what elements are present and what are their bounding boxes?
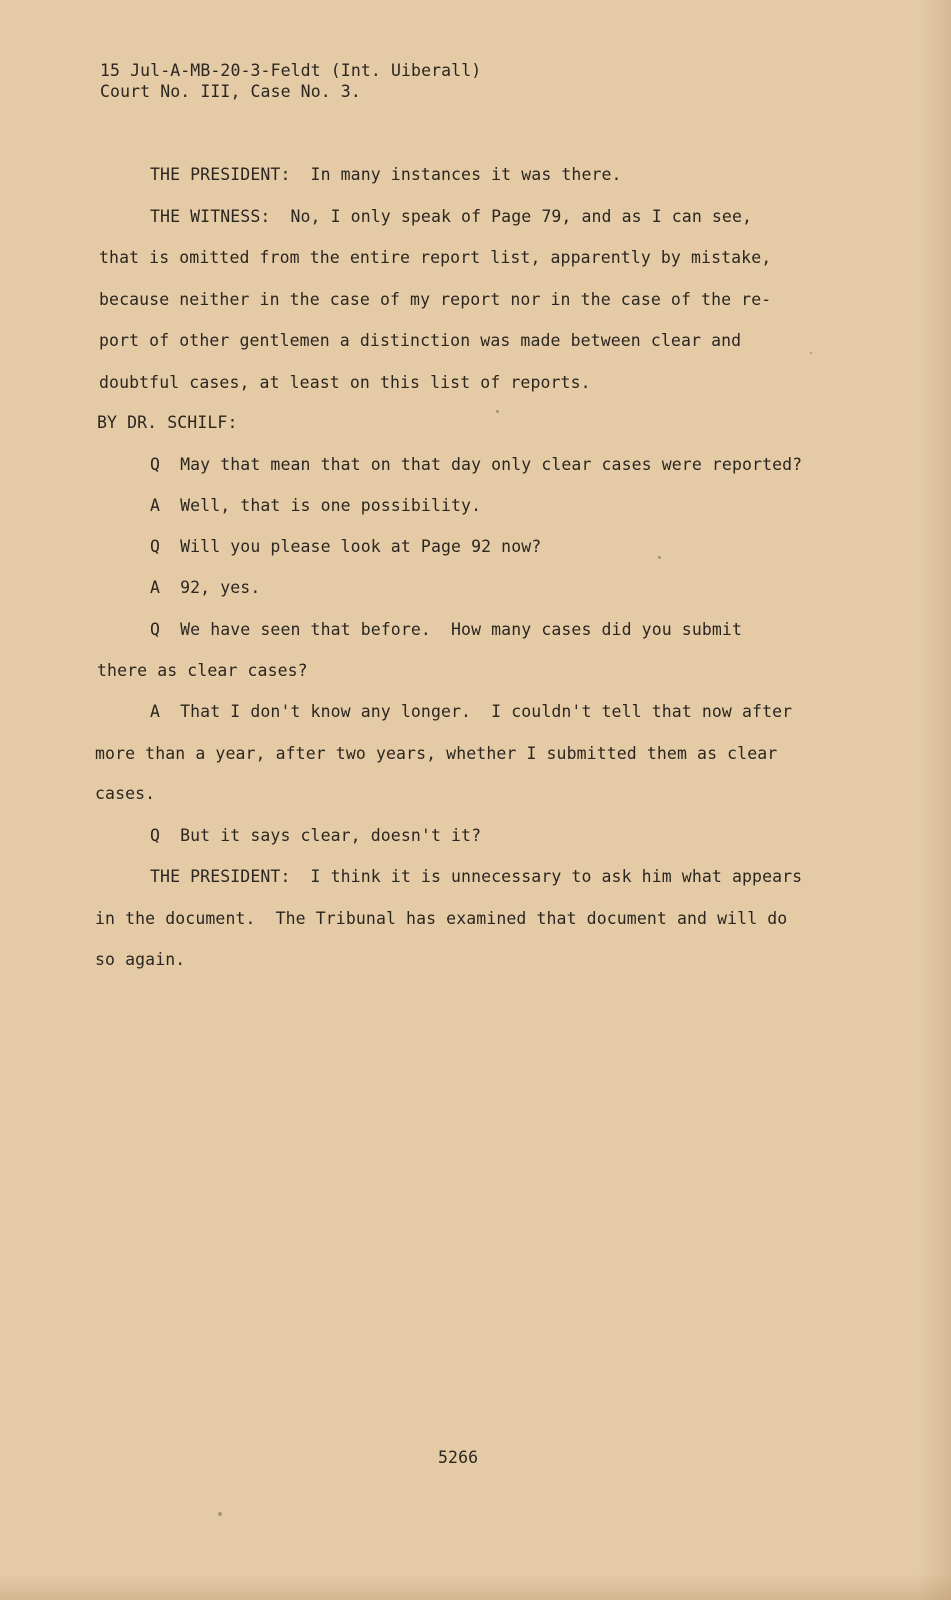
transcript-line: THE PRESIDENT: In many instances it was there. xyxy=(150,165,622,184)
transcript-line: Q May that mean that on that day only clear cases were reported? xyxy=(150,455,803,474)
transcript-line: more than a year, after two years, whether I submitted them as clear xyxy=(95,744,778,763)
transcript-line: because neither in the case of my report nor in the case of the re- xyxy=(99,290,772,309)
transcript-line: A 92, yes. xyxy=(150,578,261,597)
transcript-line: THE WITNESS: No, I only speak of Page 79, and as I can see, xyxy=(150,207,753,226)
paper-bottom-shadow xyxy=(0,1574,951,1600)
header-court-case: Court No. III, Case No. 3. xyxy=(100,82,361,101)
paper-edge-shadow xyxy=(917,0,951,1600)
transcript-line: so again. xyxy=(95,950,186,969)
paper-speck xyxy=(218,1512,222,1516)
transcript-line: THE PRESIDENT: I think it is unnecessary to ask him what appears xyxy=(150,867,803,886)
transcript-line: A Well, that is one possibility. xyxy=(150,496,482,515)
transcript-line: Q We have seen that before. How many cases did you submit xyxy=(150,620,742,639)
transcript-line: in the document. The Tribunal has examined that document and will do xyxy=(95,909,788,928)
transcript-line: doubtful cases, at least on this list of reports. xyxy=(99,373,591,392)
header-file-reference: 15 Jul-A-MB-20-3-Feldt (Int. Uiberall) xyxy=(100,61,482,80)
document-header xyxy=(100,60,481,102)
transcript-line: there as clear cases? xyxy=(97,661,308,680)
page-number: 5266 xyxy=(438,1448,479,1467)
paper-speck xyxy=(496,410,499,413)
transcript-line: Q Will you please look at Page 92 now? xyxy=(150,537,542,556)
paper-speck xyxy=(810,352,812,354)
examiner-heading: BY DR. SCHILF: xyxy=(97,413,238,432)
transcript-line: that is omitted from the entire report list, apparently by mistake, xyxy=(99,248,772,267)
transcript-line: A That I don't know any longer. I couldn't tell that now after xyxy=(150,702,793,721)
transcript-line: Q But it says clear, doesn't it? xyxy=(150,826,482,845)
paper-speck xyxy=(658,556,661,559)
transcript-line: cases. xyxy=(95,784,156,803)
transcript-line: port of other gentlemen a distinction was made between clear and xyxy=(99,331,742,350)
